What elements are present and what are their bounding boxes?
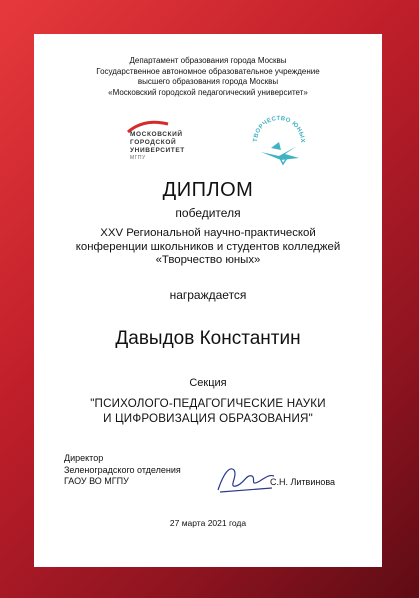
mgpu-logo [124,118,194,160]
section-line-1: "ПСИХОЛОГО-ПЕДАГОГИЧЕСКИЕ НАУКИ [90,397,326,410]
director-title [64,453,181,488]
diploma-subtitle: победителя [175,206,241,220]
mgpu-logo-line-3: УНИВЕРСИТЕТ [130,147,185,154]
svg-text:ТВОРЧЕСТВО ЮНЫХ [253,116,305,143]
issue-date: 27 марта 2021 года [169,518,247,528]
section-label: Секция [189,377,227,389]
recipient-name: Давыдов Константин [115,328,301,349]
mgpu-logo-line-4: МГПУ [130,155,146,160]
signer-name: С.Н. Литвинова [270,477,336,487]
section-name [34,397,382,426]
director-line-3: ГАОУ ВО МГПУ [64,476,129,486]
organization-header [34,56,382,98]
org-line-3: высшего образования города Москвы [137,77,279,86]
section-line-2: И ЦИФРОВИЗАЦИЯ ОБРАЗОВАНИЯ" [103,411,313,425]
conference-line-2: конференции школьников и студентов колледжей [75,240,341,253]
director-line-1: Директор [64,453,104,463]
diploma-paper [34,34,382,567]
conference-name [34,227,382,268]
org-line-1: Департамент образования города Москвы [129,56,287,65]
diploma-title: ДИПЛОМ [162,179,254,201]
creativity-youth-logo [251,112,307,172]
signature-image [214,462,278,496]
org-line-4: «Московский городской педагогический университет» [108,87,308,97]
awarded-label: награждается [169,288,247,302]
mgpu-logo-line-2: ГОРОДСКОЙ [130,139,177,146]
conference-line-3: «Творчество юных» [155,254,261,267]
conference-line-1: XXV Региональной научно-практической [100,227,316,239]
mgpu-logo-line-1: МОСКОВСКИЙ [130,131,183,138]
bird-icon [261,142,299,164]
creativity-youth-logo-text: ТВОРЧЕСТВО ЮНЫХ [252,115,306,144]
org-line-2: Государственное автономное образовательное учреждение [96,66,320,76]
director-line-2: Зеленоградского отделения [64,464,181,475]
